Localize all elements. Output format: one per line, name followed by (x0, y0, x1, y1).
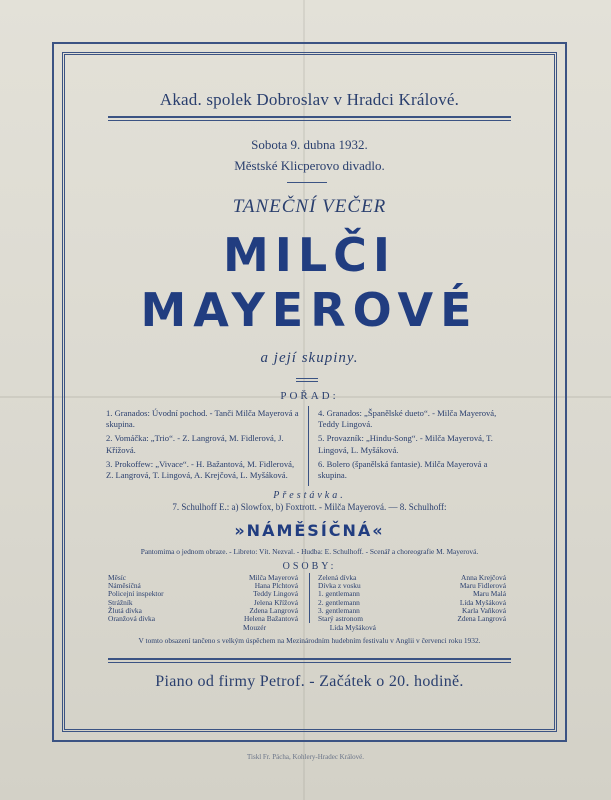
event-date: Sobota 9. dubna 1932. (251, 137, 368, 152)
program-item: 3. Prokoffew: „Vivace“. - H. Bažantová, M. Fidlerová, Z. Langrová, T. Lingová, A. Krejčová, L. Myšáková. (106, 458, 295, 481)
program-divider (308, 406, 309, 486)
cast-row-mouse (62, 623, 557, 632)
cast-row (318, 615, 506, 623)
cast-actor: Karla Vaňková (462, 605, 506, 615)
cast-actor: Zdena Langrová (249, 605, 298, 615)
cast-role: 3. gentlemann (318, 605, 360, 615)
cast-role: Oranžová dívka (108, 614, 155, 624)
program-item: 5. Provazník: „Hindu-Song“. - Milča Mayerová, T. Lingová, L. Myšáková. (318, 433, 493, 455)
porad-rule-1 (296, 378, 318, 379)
program-column-left (106, 408, 302, 484)
cast-actor: Helena Bažantová (244, 614, 298, 624)
program-column-right (318, 408, 514, 484)
cast-actor: Maru Fidlerová (459, 581, 506, 591)
header-rule-1 (108, 116, 511, 118)
footer-rule-1 (108, 658, 511, 660)
cast-actor: Teddy Lingová (253, 589, 298, 599)
porad-rule-2 (296, 381, 318, 382)
printer-credit: Tiskl Fr. Pácha, Kohlery-Hradec Králové. (247, 753, 364, 761)
program-item-7: 7. Schulhoff E.: a) Slowfox, b) Foxtrott. - Milča Mayerová. — 8. Schulhoff: (172, 502, 447, 512)
header-rule-2 (108, 120, 511, 121)
society-name: Akad. spolek Dobroslav v Hradci Králové. (159, 90, 460, 109)
cast-actor: Lída Myšáková (329, 623, 376, 632)
pantomime-credits: Pantomima o jednom obraze. - Libreto: Vít. Nezval. - Hudba: E. Schulhoff. - Scenář a choreografie M. Mayerová. (140, 547, 479, 556)
cast-role: Strážník (108, 597, 133, 607)
event-type: TANEČNÍ VEČER (232, 196, 387, 217)
cast-list-right (318, 574, 506, 623)
program-item: 6. Bolero (španělská fantasie). Milča Mayerová a skupina. (318, 458, 488, 481)
cast-actor: Milča Mayerová (248, 573, 298, 582)
cast-role: 2. gentlemann (318, 597, 360, 607)
cast-row (108, 615, 298, 623)
program-item: 1. Granados: Úvodní pochod. - Tanči Milča Mayerová a skupina. (106, 408, 299, 430)
intermission-label: Přestávka. (273, 490, 346, 501)
cast-role: Žlutá dívka (108, 605, 142, 615)
cast-actor: Anna Krejčová (461, 573, 506, 582)
program-heading: POŘAD: (280, 390, 339, 402)
dancer-surname: MAYEROVÉ (140, 283, 479, 337)
pantomime-title: »NÁMĚSÍČNÁ« (234, 521, 385, 540)
cast-role: Mouzér (243, 623, 267, 632)
cast-role: Starý astronom (318, 614, 363, 624)
cast-role: Dívka z vosku (318, 581, 361, 591)
program-item: 4. Granados: „Španělské dueto“. - Milča Mayerová, Teddy Lingová. (318, 408, 497, 430)
performance-note: V tomto obsazení tančeno s velkým úspěchem na Mezinárodním hudebním festivalu v Anglii v červenci roku 1932. (138, 636, 481, 645)
cast-list-left (108, 574, 298, 623)
cast-role: Zelená dívka (318, 573, 357, 582)
cast-role: Měsíc (108, 573, 127, 582)
cast-actor: Zdena Langrová (457, 614, 506, 624)
cast-actor: Jelena Křížová (253, 597, 298, 607)
cast-divider (309, 573, 310, 623)
short-rule (287, 182, 327, 183)
cast-heading: OSOBY: (282, 561, 337, 572)
event-venue: Městské Klicperovo divadlo. (234, 158, 385, 173)
footer-rule-2 (108, 662, 511, 663)
cast-role: 1. gentlemann (318, 589, 360, 599)
program-item: 2. Vomáčka: „Trio“. - Z. Langrová, M. Fidlerová, J. Křížová. (106, 433, 284, 455)
cast-actor: Maru Malá (472, 589, 506, 599)
cast-actor: Hana Plchtová (254, 581, 298, 591)
piano-and-start-time: Piano od firmy Petrof. - Začátek o 20. hodině. (155, 673, 464, 690)
title-subtitle: a její skupiny. (260, 350, 359, 366)
cast-role: Náměsíčná (108, 581, 141, 591)
dancer-first-name: MILČI (222, 228, 397, 282)
cast-role: Policejní inspektor (108, 589, 164, 599)
cast-actor: Lída Myšáková (459, 597, 506, 607)
